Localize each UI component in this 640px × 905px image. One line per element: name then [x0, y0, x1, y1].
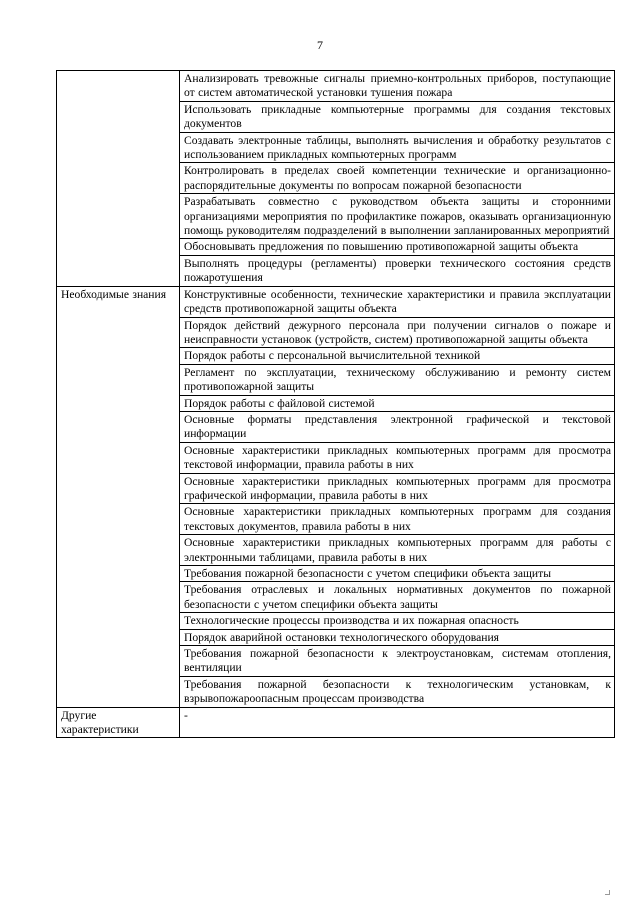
knowledge-cell: Требования пожарной безопасности к технологическим установкам, к взрывопожароопасным процессам производства [180, 676, 615, 707]
skill-cell: Разрабатывать совместно с руководством объекта защиты и сторонними организациями мероприятия по профилактике пожаров, оказывать организационную помощь руководителям подразделений в выполнении запланированных мероприятий [180, 194, 615, 239]
table-row [57, 71, 615, 102]
knowledge-cell: Технологические процессы производства и их пожарная опасность [180, 613, 615, 629]
knowledge-cell: Основные характеристики прикладных компьютерных программ для просмотра графической информации, правила работы в них [180, 473, 615, 504]
skills-label-cell [57, 71, 180, 287]
table-row [57, 707, 615, 738]
table-row [57, 286, 615, 317]
skill-cell: Использовать прикладные компьютерные программы для создания текстовых документов [180, 101, 615, 132]
knowledge-cell: Основные характеристики прикладных компьютерных программ для создания текстовых документов, правила работы в них [180, 504, 615, 535]
skill-cell: Обосновывать предложения по повышению противопожарной защиты объекта [180, 239, 615, 255]
knowledge-cell: Регламент по эксплуатации, техническому обслуживанию и ремонту систем противопожарной защиты [180, 364, 615, 395]
knowledge-cell: Требования отраслевых и локальных нормативных документов по пожарной безопасности с учетом специфики объекта защиты [180, 582, 615, 613]
other-characteristics-label: Другие характеристики [57, 707, 180, 738]
corner-mark [605, 890, 610, 895]
skill-cell: Создавать электронные таблицы, выполнять вычисления и обработку результатов с использованием прикладных компьютерных программ [180, 132, 615, 163]
knowledge-cell: Порядок работы с файловой системой [180, 395, 615, 411]
skill-cell: Анализировать тревожные сигналы приемно-контрольных приборов, поступающие от систем автоматической установки тушения пожара [180, 71, 615, 102]
skill-cell: Выполнять процедуры (регламенты) проверки технического состояния средств пожаротушения [180, 255, 615, 286]
qualification-table [56, 70, 615, 738]
knowledge-label: Необходимые знания [57, 286, 180, 707]
other-characteristics-value: - [180, 707, 615, 738]
knowledge-cell: Порядок работы с персональной вычислительной техникой [180, 348, 615, 364]
knowledge-cell: Требования пожарной безопасности к электроустановкам, системам отопления, вентиляции [180, 646, 615, 677]
page-number: 7 [317, 38, 323, 52]
knowledge-cell: Требования пожарной безопасности с учетом специфики объекта защиты [180, 566, 615, 582]
knowledge-cell: Порядок аварийной остановки технологического оборудования [180, 629, 615, 645]
skill-cell: Контролировать в пределах своей компетенции технические и организационно-распорядительные документы по вопросам пожарной безопасности [180, 163, 615, 194]
knowledge-cell: Конструктивные особенности, технические характеристики и правила эксплуатации средств противопожарной защиты объекта [180, 286, 615, 317]
knowledge-cell: Порядок действий дежурного персонала при получении сигналов о пожаре и неисправности установок (устройств, систем) противопожарной защиты объекта [180, 317, 615, 348]
knowledge-cell: Основные характеристики прикладных компьютерных программ для работы с электронными таблицами, правила работы в них [180, 535, 615, 566]
knowledge-cell: Основные форматы представления электронной графической и текстовой информации [180, 411, 615, 442]
knowledge-cell: Основные характеристики прикладных компьютерных программ для просмотра текстовой информации, правила работы в них [180, 442, 615, 473]
